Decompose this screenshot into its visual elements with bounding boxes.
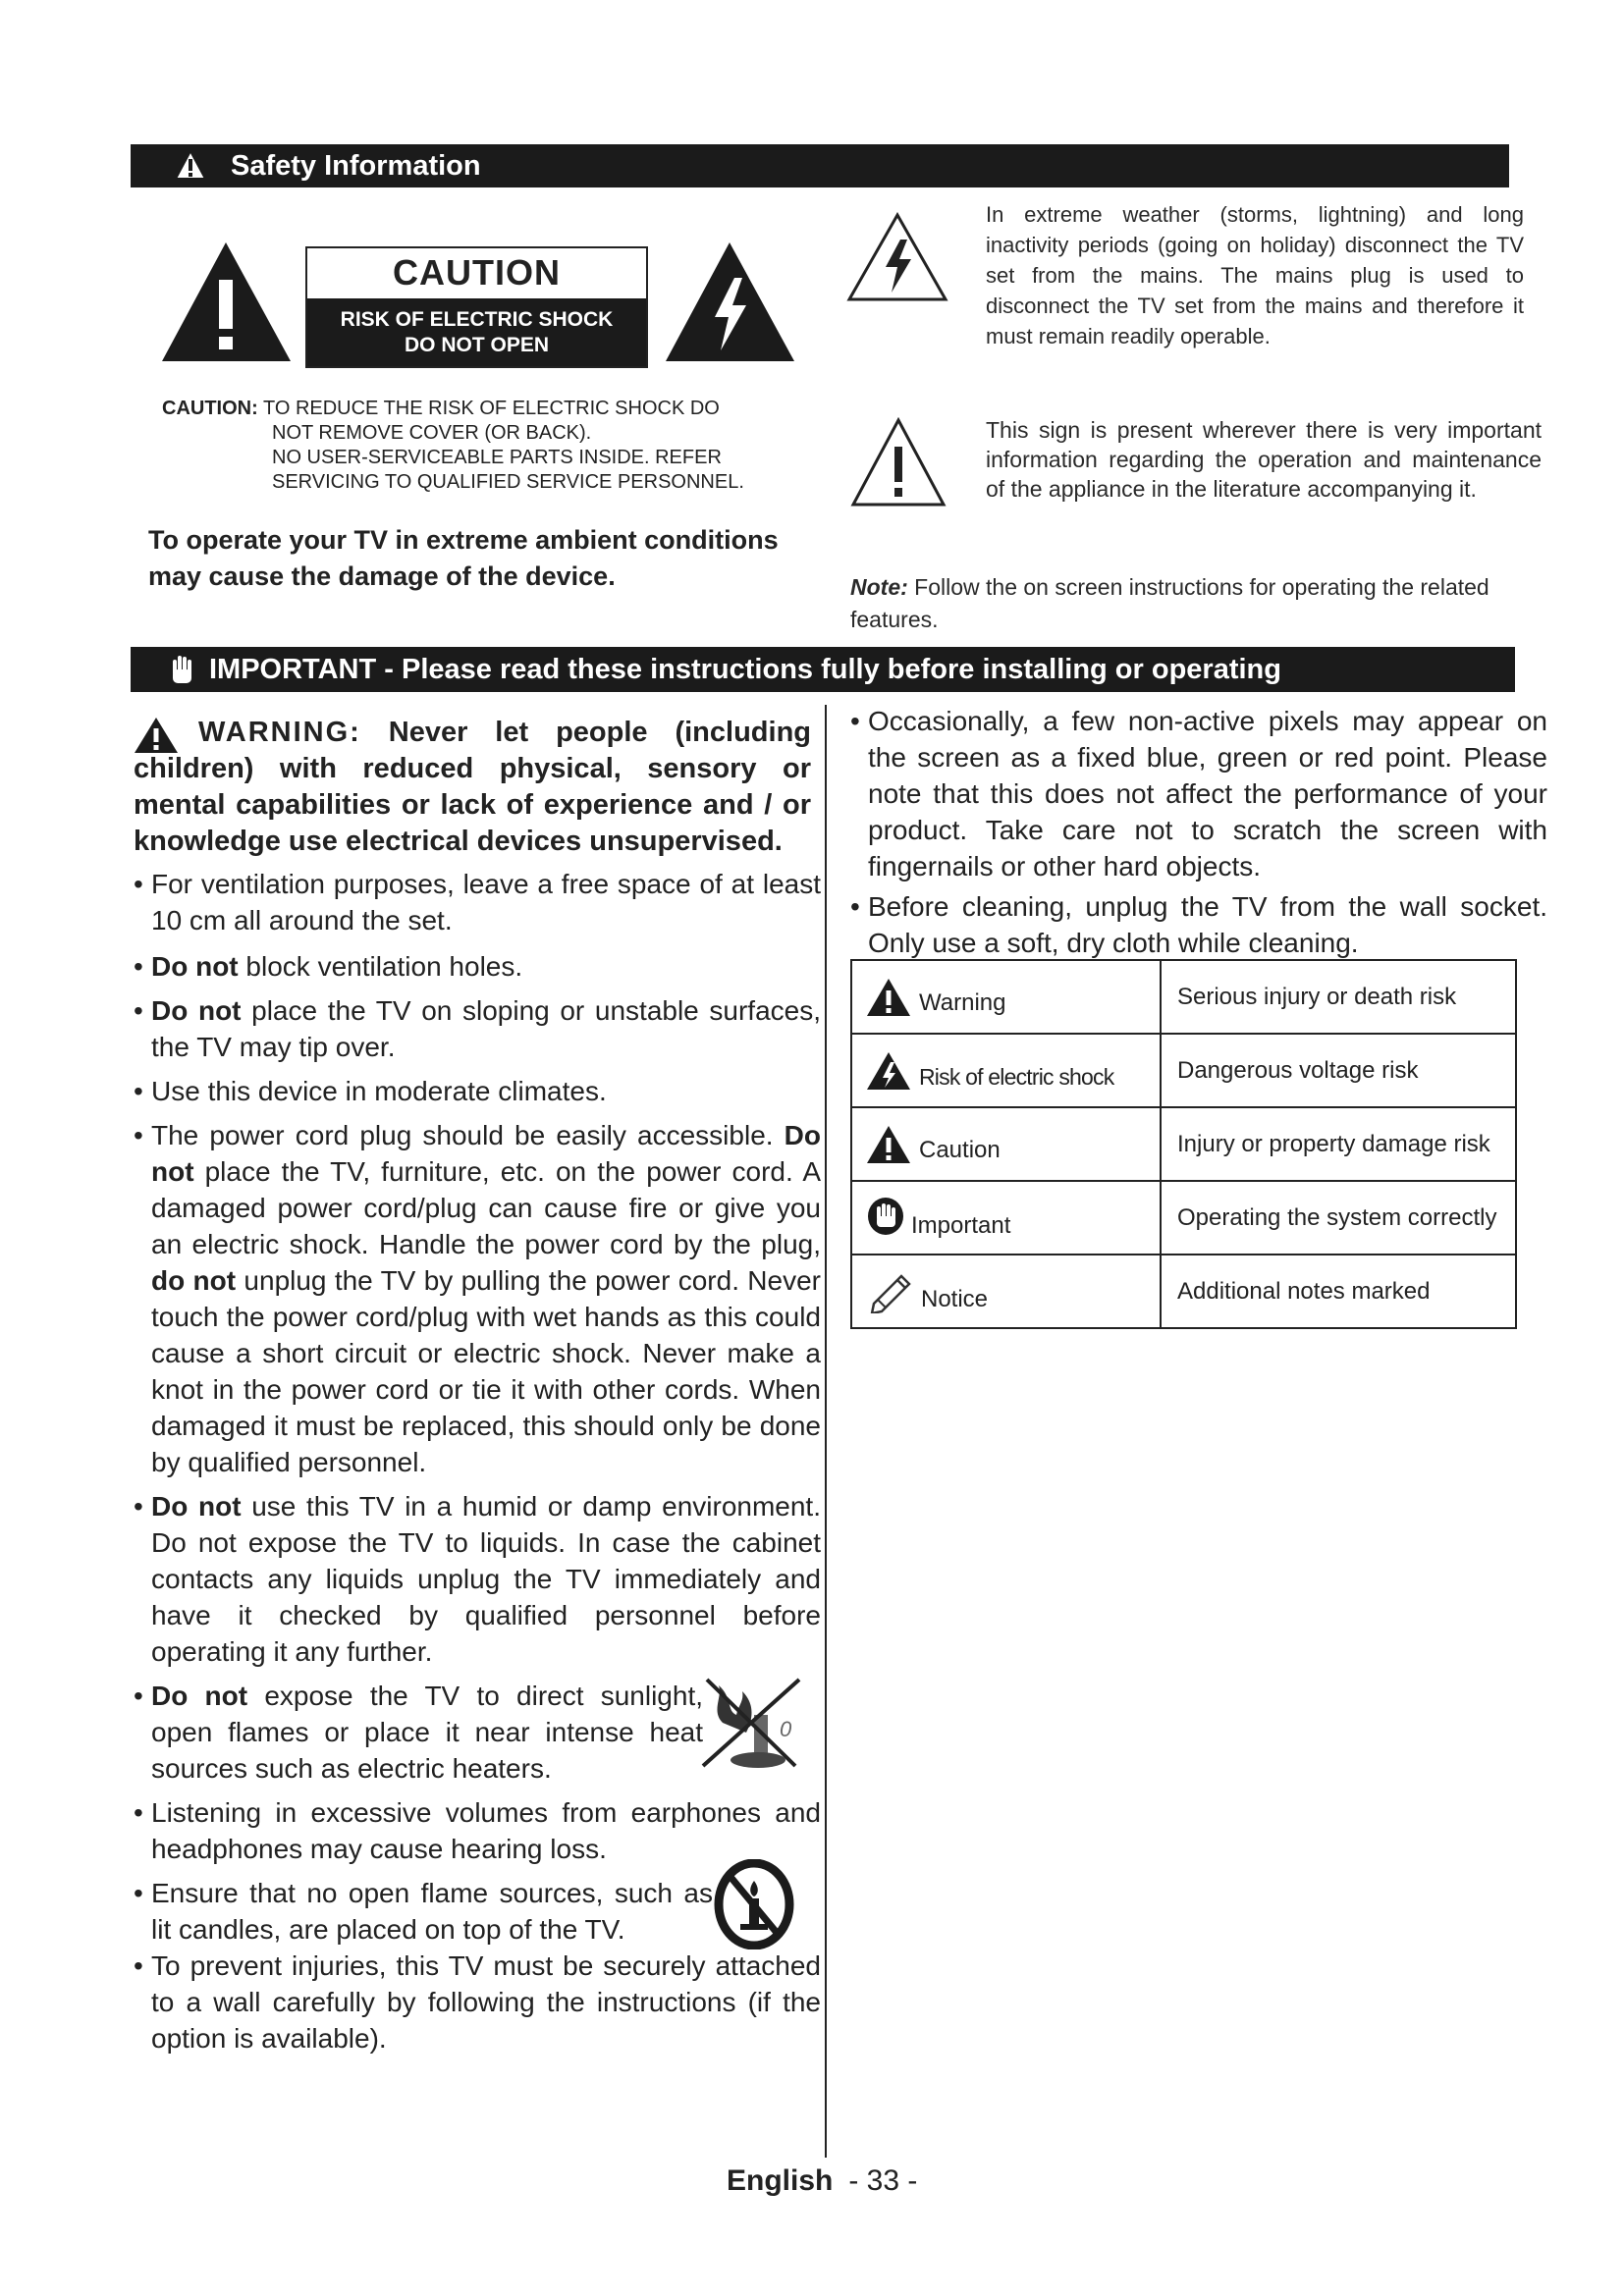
list-item-cleaning [850, 888, 1547, 961]
extreme-conditions-line1: To operate your TV in extreme ambient conditions [148, 525, 779, 555]
sloping-surfaces-text: place the TV on sloping or unstable surfaces, the TV may tip over. [151, 995, 821, 1062]
svg-text:0: 0 [780, 1717, 792, 1741]
power-cord-text-b: place the TV, furniture, etc. on the power cord. A damaged power cord/plug can cause fire or give you an electric shock. Handle the power cord by the plug, [151, 1156, 821, 1259]
list-item-sloping-surfaces [134, 992, 821, 1065]
caution-note-label: CAUTION: [162, 398, 258, 419]
ventilation-text: For ventilation purposes, leave a free space of at least 10 cm all around the set. [151, 869, 821, 935]
caution-icon [866, 1125, 911, 1164]
hand-icon [170, 654, 195, 685]
symbol-legend-table [850, 959, 1517, 1329]
lightning-outline-icon [846, 212, 948, 302]
legend-meaning: Dangerous voltage risk [1161, 1034, 1516, 1107]
list-item-humid [134, 1488, 821, 1670]
humid-text: use this TV in a humid or damp environment. Do not expose the TV to liquids. In case the cabinet contacts any liquids unplug the TV immediately and have it checked by qualified personnel before operating it any further. [151, 1491, 821, 1667]
open-flame-text: Ensure that no open flame sources, such as lit candles, are placed on top of the TV. [151, 1878, 713, 1945]
legend-label: Caution [919, 1136, 1001, 1163]
caution-note [162, 397, 810, 495]
legend-label-cell [851, 1107, 1161, 1181]
legend-label-cell [851, 1255, 1161, 1328]
caution-subtitle-line2: DO NOT OPEN [404, 334, 549, 356]
table-row [851, 1255, 1516, 1328]
hearing-text: Listening in excessive volumes from earphones and headphones may cause hearing loss. [151, 1797, 821, 1864]
ventilation-holes-text: block ventilation holes. [245, 951, 523, 982]
notice-pencil-icon [866, 1270, 913, 1313]
table-row [851, 1107, 1516, 1181]
legend-label: Notice [921, 1285, 989, 1312]
no-heat-sources-icon [697, 1676, 807, 1772]
do-not-label: Do not [151, 951, 239, 982]
caution-title: CAUTION [393, 252, 561, 293]
list-item-pixels [850, 703, 1547, 884]
do-not-label: Do not [151, 1491, 242, 1522]
legend-meaning: Injury or property damage risk [1161, 1107, 1516, 1181]
extreme-conditions-line2: may cause the damage of the device. [148, 561, 616, 591]
warning-triangle-icon [174, 149, 207, 183]
lightning-explanation: In extreme weather (storms, lightning) and long inactivity periods (going on holiday) disconnect the TV set from the mains. The mains plug is used to disconnect the TV set from the mains and therefore it must remain readily operable. [986, 202, 1524, 348]
legend-label: Important [911, 1211, 1011, 1239]
safety-information-header [131, 144, 1509, 187]
extreme-conditions-notice [148, 522, 826, 595]
warning-text: Never let people (including children) with reduced physical, sensory or mental capabilities or lack of experience and / or knowledge use electrical devices unsupervised. [134, 717, 811, 857]
do-not-label: Do not [151, 1681, 248, 1711]
lightning-triangle-icon [664, 240, 796, 363]
sunlight-text: expose the TV to direct sunlight, open flames or place it near intense heat sources such as electric heaters. [151, 1681, 704, 1784]
important-title: IMPORTANT - Please read these instructions fully before installing or operating [209, 653, 1281, 685]
cord-do-not-label: do not [151, 1265, 237, 1296]
exclamation-triangle-icon [160, 240, 293, 363]
legend-meaning: Operating the system correctly [1161, 1181, 1516, 1255]
warning-heading [134, 715, 811, 860]
legend-label-cell [851, 1181, 1161, 1255]
exclamation-explanation: This sign is present wherever there is very important information regarding the operation and maintenance of the appliance in the literature accompanying it. [986, 417, 1542, 502]
caution-label-box [305, 246, 648, 368]
note-text: Follow the on screen instructions for operating the related features. [850, 574, 1489, 632]
legend-label-cell [851, 960, 1161, 1034]
caution-subtitle-line1: RISK OF ELECTRIC SHOCK [340, 308, 614, 331]
safety-instructions-right [850, 703, 1547, 961]
legend-meaning: Serious injury or death risk [1161, 960, 1516, 1034]
warning-label: WARNING: [198, 717, 361, 748]
list-item-wall-mount [134, 1948, 821, 2056]
column-divider [825, 705, 827, 2158]
list-item-ventilation [134, 866, 821, 938]
list-item-ventilation-holes [134, 948, 821, 985]
caution-subtitle [307, 298, 646, 366]
list-item-hearing [134, 1794, 821, 1867]
legend-label: Warning [919, 988, 1006, 1016]
exclamation-outline-icon [850, 417, 947, 507]
legend-label-cell [851, 1034, 1161, 1107]
pixels-text: Occasionally, a few non-active pixels may appear on the screen as a fixed blue, green or red point. Please note that this does not affect the performance of your product. Take care not to scratch the screen with fingernails or other hard objects. [868, 706, 1547, 881]
page-number: - 33 - [848, 2164, 918, 2197]
table-row [851, 960, 1516, 1034]
important-hand-icon [866, 1197, 905, 1240]
list-item-power-cord [134, 1117, 821, 1480]
caution-note-line2: NOT REMOVE COVER (OR BACK). [272, 422, 592, 444]
page-footer [727, 2164, 917, 2198]
important-header [131, 647, 1515, 692]
table-row [851, 1181, 1516, 1255]
caution-note-line4: SERVICING TO QUALIFIED SERVICE PERSONNEL. [272, 471, 744, 493]
cleaning-text: Before cleaning, unplug the TV from the wall socket. Only use a soft, dry cloth while cleaning. [868, 891, 1547, 958]
power-cord-text-c: unplug the TV by pulling the power cord. Never touch the power cord/plug with wet hands as this could cause a short circuit or electric shock. Never make a knot in the power cord or tie it with other cords. When damaged it must be replaced, this should only be done by qualified personnel. [151, 1265, 821, 1477]
table-row [851, 1034, 1516, 1107]
electric-shock-icon [866, 1051, 911, 1091]
do-not-label: Do not [151, 995, 242, 1026]
note-label: Note: [850, 574, 908, 600]
do-not-label: Do not [151, 1120, 821, 1187]
wall-mount-text: To prevent injuries, this TV must be securely attached to a wall carefully by following the instructions (if the option is available). [151, 1950, 821, 2054]
caution-note-line1: TO REDUCE THE RISK OF ELECTRIC SHOCK DO [262, 398, 720, 419]
footer-language: English [727, 2164, 834, 2197]
no-candle-icon [713, 1859, 795, 1949]
legend-meaning: Additional notes marked [1161, 1255, 1516, 1328]
climates-text: Use this device in moderate climates. [151, 1076, 607, 1106]
list-item-climates [134, 1073, 821, 1109]
caution-note-line3: NO USER-SERVICEABLE PARTS INSIDE. REFER [272, 447, 722, 468]
warning-icon [866, 978, 911, 1017]
note [850, 571, 1528, 636]
power-cord-text-a: The power cord plug should be easily accessible. [151, 1120, 774, 1150]
safety-information-title: Safety Information [231, 149, 481, 182]
legend-label: Risk of electric shock [919, 1063, 1114, 1090]
